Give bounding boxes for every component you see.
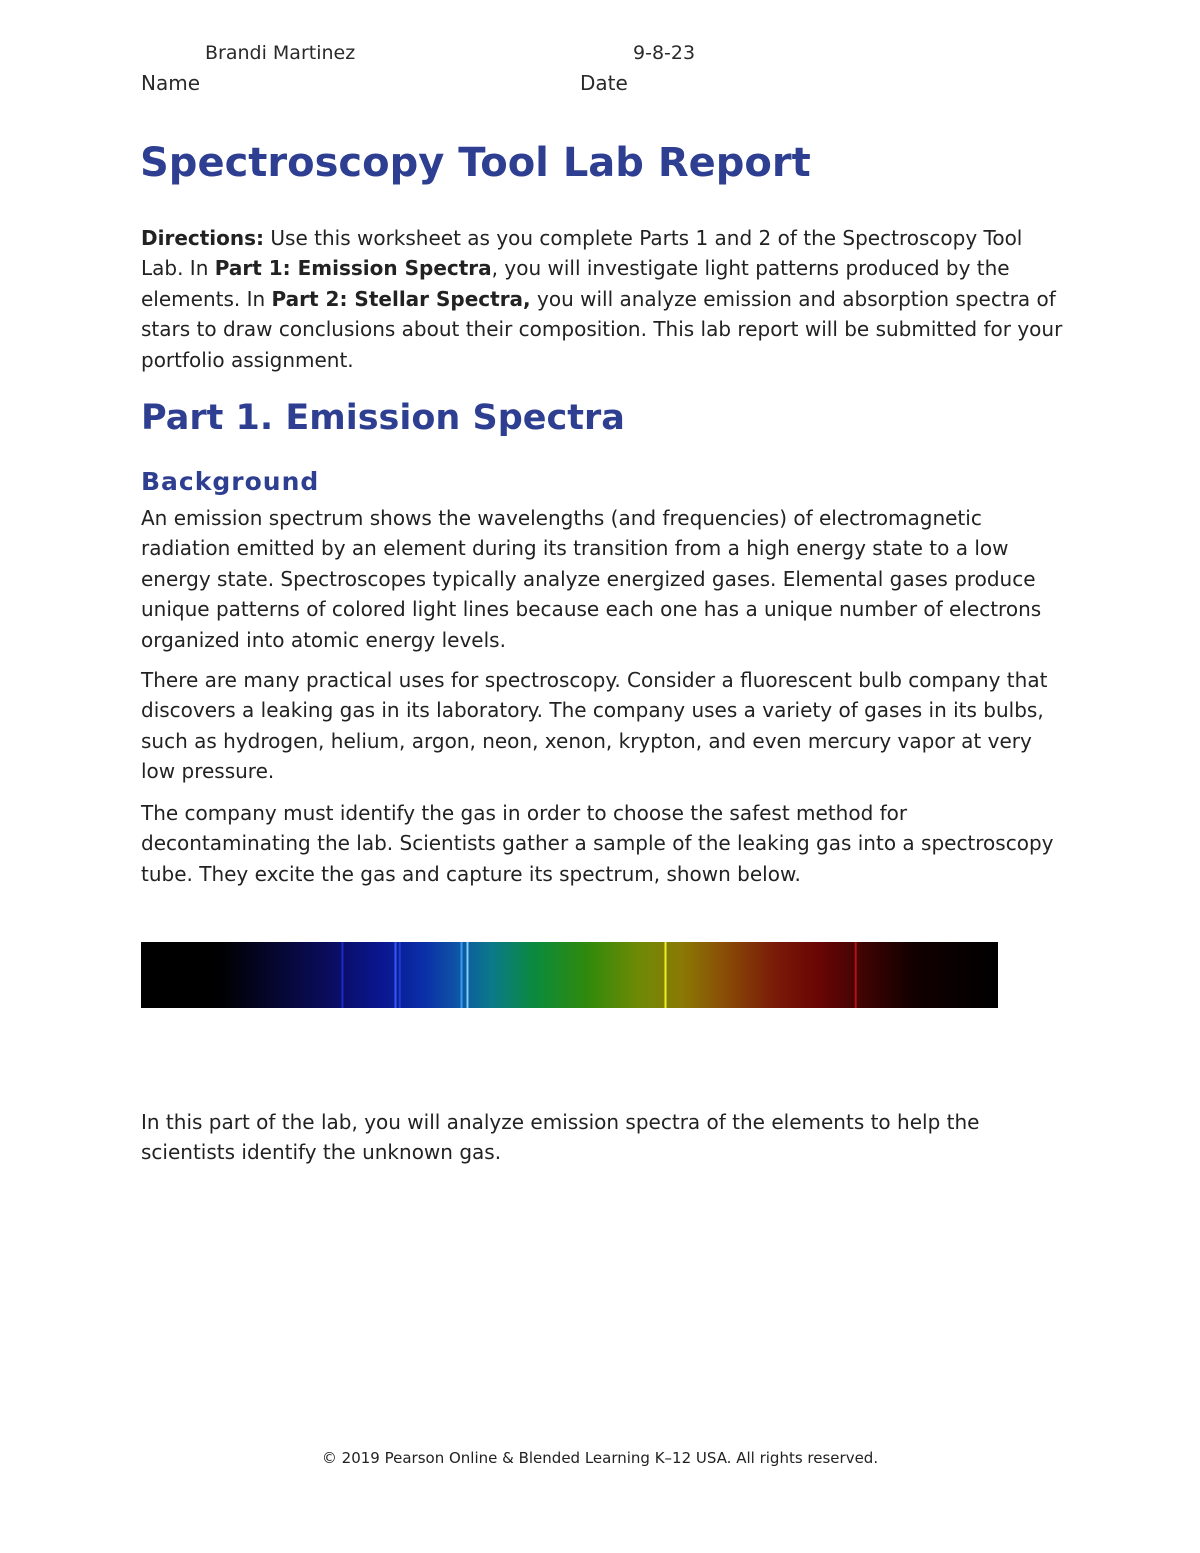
spectrum-background — [141, 942, 998, 1008]
after-spectrum-paragraph: In this part of the lab, you will analyze emission spectra of the elements to help the scientists identify the unknown gas. — [141, 1110, 980, 1165]
directions-label: Directions: — [141, 226, 265, 250]
date-label: Date — [580, 71, 628, 95]
directions-part2-ref: Part 2: Stellar Spectra, — [271, 286, 531, 311]
directions-text-3: you will analyze emission and absorption spectra of stars to draw conclusions about their composition. This lab report will be submitted for your portfolio assignment. — [141, 286, 1063, 372]
name-label: Name — [141, 71, 201, 95]
date-value: 9-8-23 — [633, 42, 696, 64]
spectrum-line-6 — [665, 942, 667, 1008]
spectrum-line-2 — [395, 942, 397, 1008]
spectrum-line-3 — [399, 942, 401, 1008]
background-paragraph-2: There are many practical uses for spectroscopy. Consider a fluorescent bulb company that discovers a leaking gas in its laboratory. The company uses a variety of gases in its bulbs, such as hydrogen, helium, argon, neon, xenon, krypton, and even mercury vapor at very low pressure. — [141, 668, 1048, 784]
background-paragraph-1: An emission spectrum shows the wavelengths (and frequencies) of electromagnetic radiation emitted by an element during its transition from a high energy state to a low energy state. Spectroscopes typically analyze energized gases. Elemental gases produce unique patterns of colored light lines because each one has a unique number of electrons organized into atomic energy levels. — [141, 506, 1042, 652]
spectrum-line-5 — [467, 942, 469, 1008]
directions-paragraph — [141, 223, 1066, 375]
copyright-footer: © 2019 Pearson Online & Blended Learning K–12 USA. All rights reserved. — [321, 1449, 879, 1467]
background-paragraph-3: The company must identify the gas in order to choose the safest method for decontaminating the lab. Scientists gather a sample of the leaking gas into a spectroscopy tube. They excite the gas and capture its spectrum, shown below. — [141, 801, 1054, 886]
part1-heading: Part 1. Emission Spectra — [141, 398, 625, 438]
spectrum-line-4 — [461, 942, 463, 1008]
directions-text-1: Use this worksheet as you complete Parts 1 and 2 of the Spectroscopy Tool Lab. In — [141, 226, 1023, 281]
directions-text-2: , you will investigate light patterns produced by the elements. In — [141, 256, 1010, 311]
page-title: Spectroscopy Tool Lab Report — [140, 140, 811, 186]
directions-part1-ref: Part 1: Emission Spectra — [214, 256, 492, 281]
background-heading: Background — [141, 467, 320, 496]
student-name-value: Brandi Martinez — [205, 42, 356, 64]
spectrum-line-1 — [341, 942, 343, 1008]
spectrum-line-7 — [855, 942, 857, 1008]
unknown-gas-emission-spectrum — [141, 942, 998, 1008]
